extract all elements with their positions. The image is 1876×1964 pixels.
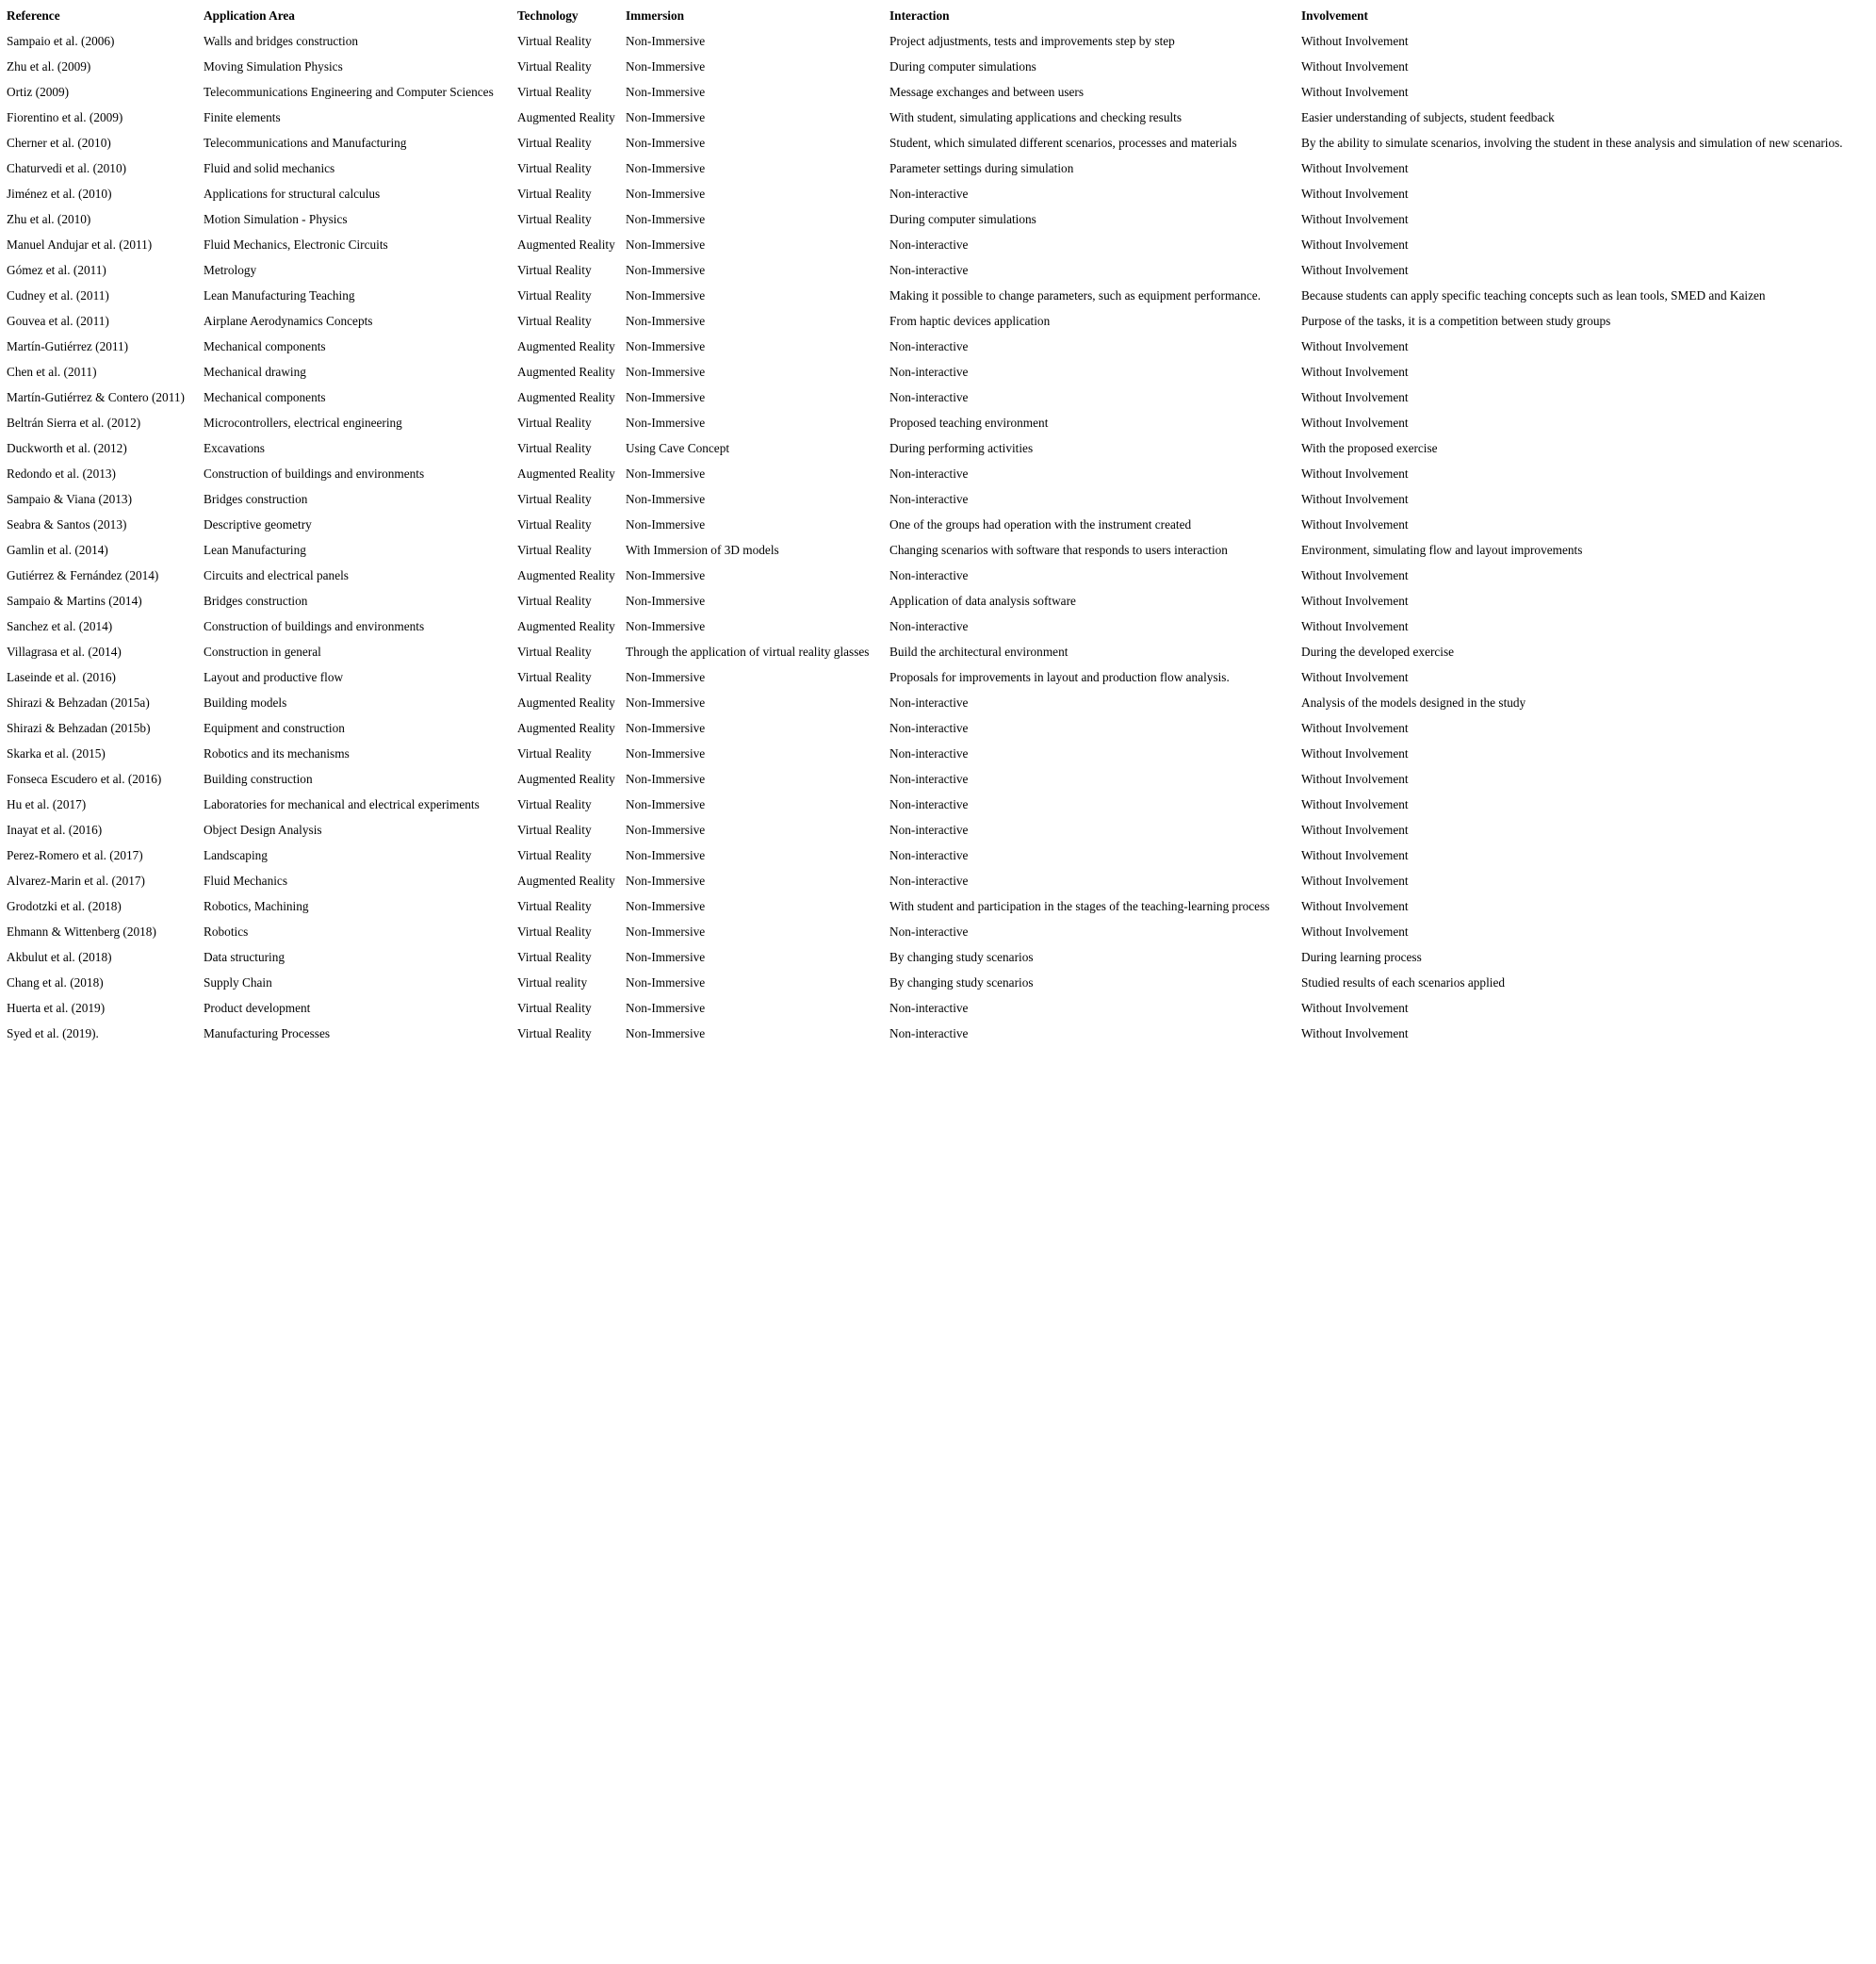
cell-interaction: Build the architectural environment <box>889 645 1069 659</box>
cell-interaction: Non-interactive <box>889 696 969 710</box>
cell-interaction: During computer simulations <box>889 59 1036 74</box>
cell-involvement: Without Involvement <box>1301 848 1409 862</box>
cell-reference: Fonseca Escudero et al. (2016) <box>7 772 162 786</box>
table-row <box>4 564 1873 589</box>
cell-reference: Gutiérrez & Fernández (2014) <box>7 568 159 582</box>
cell-technology: Virtual Reality <box>517 34 592 48</box>
cell-interaction: Proposals for improvements in layout and production flow analysis. <box>889 670 1230 684</box>
cell-interaction: By changing study scenarios <box>889 950 1034 964</box>
cell-application-area: Construction of buildings and environments <box>204 466 425 481</box>
table-row <box>4 436 1873 462</box>
table-row <box>4 538 1873 564</box>
table-row <box>4 640 1873 665</box>
table-row <box>4 869 1873 894</box>
cell-immersion: Non-Immersive <box>626 848 706 862</box>
cell-interaction: By changing study scenarios <box>889 975 1034 990</box>
cell-interaction: Non-interactive <box>889 187 969 201</box>
cell-application-area: Building construction <box>204 772 313 786</box>
cell-involvement: Without Involvement <box>1301 212 1409 226</box>
cell-reference: Ehmann & Wittenberg (2018) <box>7 925 156 939</box>
cell-involvement: Without Involvement <box>1301 899 1409 913</box>
cell-involvement: Analysis of the models designed in the study <box>1301 696 1526 710</box>
cell-involvement: Purpose of the tasks, it is a competition between study groups <box>1301 314 1611 328</box>
cell-reference: Beltrán Sierra et al. (2012) <box>7 416 141 430</box>
cell-interaction: Non-interactive <box>889 772 969 786</box>
cell-technology: Augmented Reality <box>517 568 615 582</box>
cell-application-area: Mechanical drawing <box>204 365 306 379</box>
cell-application-area: Lean Manufacturing Teaching <box>204 288 355 303</box>
cell-reference: Shirazi & Behzadan (2015b) <box>7 721 151 735</box>
table-row <box>4 258 1873 284</box>
table-row <box>4 767 1873 793</box>
cell-interaction: Non-interactive <box>889 339 969 353</box>
cell-reference: Chaturvedi et al. (2010) <box>7 161 127 175</box>
cell-reference: Jiménez et al. (2010) <box>7 187 112 201</box>
cell-immersion: Non-Immersive <box>626 950 706 964</box>
table-body <box>4 29 1873 1047</box>
cell-immersion: Non-Immersive <box>626 975 706 990</box>
cell-interaction: With student and participation in the stages of the teaching-learning process <box>889 899 1270 913</box>
cell-application-area: Building models <box>204 696 287 710</box>
header-application-area: Application Area <box>204 8 295 23</box>
cell-reference: Chen et al. (2011) <box>7 365 97 379</box>
cell-involvement: Without Involvement <box>1301 772 1409 786</box>
cell-immersion: Non-Immersive <box>626 365 706 379</box>
cell-reference: Gamlin et al. (2014) <box>7 543 108 557</box>
cell-reference: Chang et al. (2018) <box>7 975 104 990</box>
cell-technology: Augmented Reality <box>517 390 615 404</box>
header-reference: Reference <box>7 8 60 23</box>
cell-immersion: Non-Immersive <box>626 390 706 404</box>
cell-immersion: Non-Immersive <box>626 670 706 684</box>
table-row <box>4 385 1873 411</box>
cell-involvement: Without Involvement <box>1301 339 1409 353</box>
table-row <box>4 945 1873 971</box>
cell-immersion: Non-Immersive <box>626 34 706 48</box>
cell-reference: Sampaio & Viana (2013) <box>7 492 133 506</box>
cell-technology: Virtual Reality <box>517 263 592 277</box>
cell-interaction: Non-interactive <box>889 365 969 379</box>
table-row <box>4 996 1873 1022</box>
cell-technology: Virtual Reality <box>517 645 592 659</box>
cell-interaction: Making it possible to change parameters, such as equipment performance. <box>889 288 1261 303</box>
cell-immersion: Non-Immersive <box>626 288 706 303</box>
cell-technology: Virtual Reality <box>517 543 592 557</box>
cell-technology: Augmented Reality <box>517 874 615 888</box>
header-involvement: Involvement <box>1301 8 1368 23</box>
table-row <box>4 971 1873 996</box>
cell-application-area: Bridges construction <box>204 594 308 608</box>
cell-interaction: Application of data analysis software <box>889 594 1076 608</box>
cell-technology: Virtual Reality <box>517 288 592 303</box>
cell-involvement: By the ability to simulate scenarios, involving the student in these analysis and simulation of new scenarios. <box>1301 136 1843 150</box>
table-row <box>4 207 1873 233</box>
cell-application-area: Robotics, Machining <box>204 899 309 913</box>
cell-application-area: Metrology <box>204 263 257 277</box>
cell-interaction: Message exchanges and between users <box>889 85 1085 99</box>
cell-immersion: Non-Immersive <box>626 187 706 201</box>
cell-involvement: Without Involvement <box>1301 466 1409 481</box>
cell-involvement: Environment, simulating flow and layout improvements <box>1301 543 1583 557</box>
cell-immersion: Non-Immersive <box>626 568 706 582</box>
table-row <box>4 80 1873 106</box>
cell-reference: Martín-Gutiérrez & Contero (2011) <box>7 390 185 404</box>
table-row <box>4 182 1873 207</box>
cell-involvement: Without Involvement <box>1301 594 1409 608</box>
cell-application-area: Laboratories for mechanical and electrical experiments <box>204 797 480 811</box>
cell-interaction: With student, simulating applications and checking results <box>889 110 1183 124</box>
cell-application-area: Robotics <box>204 925 249 939</box>
cell-interaction: During computer simulations <box>889 212 1036 226</box>
cell-immersion: Non-Immersive <box>626 1026 706 1040</box>
cell-reference: Sampaio et al. (2006) <box>7 34 115 48</box>
cell-reference: Shirazi & Behzadan (2015a) <box>7 696 150 710</box>
cell-reference: Perez-Romero et al. (2017) <box>7 848 143 862</box>
cell-application-area: Microcontrollers, electrical engineering <box>204 416 402 430</box>
cell-immersion: Non-Immersive <box>626 339 706 353</box>
cell-technology: Virtual Reality <box>517 670 592 684</box>
cell-technology: Augmented Reality <box>517 696 615 710</box>
cell-application-area: Airplane Aerodynamics Concepts <box>204 314 373 328</box>
cell-application-area: Motion Simulation - Physics <box>204 212 348 226</box>
cell-interaction: Non-interactive <box>889 746 969 761</box>
cell-interaction: One of the groups had operation with the instrument created <box>889 517 1192 532</box>
cell-technology: Virtual Reality <box>517 85 592 99</box>
table-row <box>4 1022 1873 1047</box>
table-row <box>4 487 1873 513</box>
cell-immersion: Non-Immersive <box>626 899 706 913</box>
cell-interaction: Non-interactive <box>889 466 969 481</box>
cell-interaction: Non-interactive <box>889 874 969 888</box>
cell-technology: Augmented Reality <box>517 466 615 481</box>
cell-application-area: Construction in general <box>204 645 321 659</box>
cell-technology: Augmented Reality <box>517 721 615 735</box>
cell-application-area: Descriptive geometry <box>204 517 312 532</box>
table-row <box>4 818 1873 843</box>
header-immersion: Immersion <box>626 8 685 23</box>
cell-technology: Virtual Reality <box>517 161 592 175</box>
cell-involvement: Without Involvement <box>1301 823 1409 837</box>
cell-technology: Virtual Reality <box>517 848 592 862</box>
cell-immersion: Non-Immersive <box>626 746 706 761</box>
cell-application-area: Lean Manufacturing <box>204 543 306 557</box>
cell-interaction: From haptic devices application <box>889 314 1051 328</box>
cell-involvement: Without Involvement <box>1301 797 1409 811</box>
cell-application-area: Fluid Mechanics, Electronic Circuits <box>204 237 388 252</box>
cell-technology: Augmented Reality <box>517 619 615 633</box>
cell-interaction: Non-interactive <box>889 848 969 862</box>
table-row <box>4 462 1873 487</box>
table-row <box>4 131 1873 156</box>
cell-interaction: Non-interactive <box>889 263 969 277</box>
cell-involvement: Without Involvement <box>1301 746 1409 761</box>
cell-immersion: Non-Immersive <box>626 85 706 99</box>
cell-reference: Cherner et al. (2010) <box>7 136 111 150</box>
cell-involvement: Easier understanding of subjects, student feedback <box>1301 110 1555 124</box>
table-row <box>4 284 1873 309</box>
cell-immersion: Non-Immersive <box>626 517 706 532</box>
cell-application-area: Walls and bridges construction <box>204 34 358 48</box>
cell-immersion: Non-Immersive <box>626 619 706 633</box>
cell-reference: Cudney et al. (2011) <box>7 288 109 303</box>
cell-immersion: Non-Immersive <box>626 136 706 150</box>
cell-immersion: Through the application of virtual reality glasses <box>626 645 870 659</box>
cell-immersion: Non-Immersive <box>626 237 706 252</box>
cell-involvement: Studied results of each scenarios applied <box>1301 975 1506 990</box>
table-row <box>4 106 1873 131</box>
cell-immersion: Non-Immersive <box>626 1001 706 1015</box>
cell-technology: Virtual Reality <box>517 1026 592 1040</box>
cell-involvement: Without Involvement <box>1301 517 1409 532</box>
header-technology: Technology <box>517 8 579 23</box>
cell-technology: Virtual reality <box>517 975 588 990</box>
cell-application-area: Manufacturing Processes <box>204 1026 331 1040</box>
cell-application-area: Mechanical components <box>204 390 326 404</box>
table-row <box>4 233 1873 258</box>
table-row <box>4 614 1873 640</box>
cell-reference: Manuel Andujar et al. (2011) <box>7 237 153 252</box>
cell-involvement: During the developed exercise <box>1301 645 1455 659</box>
cell-application-area: Fluid and solid mechanics <box>204 161 335 175</box>
table-row <box>4 793 1873 818</box>
cell-reference: Grodotzki et al. (2018) <box>7 899 122 913</box>
cell-application-area: Product development <box>204 1001 311 1015</box>
cell-interaction: Parameter settings during simulation <box>889 161 1074 175</box>
table-row <box>4 920 1873 945</box>
cell-involvement: Without Involvement <box>1301 85 1409 99</box>
cell-involvement: Without Involvement <box>1301 619 1409 633</box>
table-row <box>4 716 1873 742</box>
cell-immersion: Non-Immersive <box>626 212 706 226</box>
cell-interaction: Proposed teaching environment <box>889 416 1049 430</box>
cell-technology: Virtual Reality <box>517 212 592 226</box>
cell-technology: Virtual Reality <box>517 746 592 761</box>
cell-immersion: Non-Immersive <box>626 466 706 481</box>
references-table <box>4 4 1873 1047</box>
cell-involvement: Without Involvement <box>1301 161 1409 175</box>
cell-reference: Seabra & Santos (2013) <box>7 517 127 532</box>
cell-interaction: Non-interactive <box>889 237 969 252</box>
cell-application-area: Fluid Mechanics <box>204 874 288 888</box>
cell-immersion: Non-Immersive <box>626 772 706 786</box>
cell-interaction: Non-interactive <box>889 925 969 939</box>
cell-reference: Villagrasa et al. (2014) <box>7 645 122 659</box>
cell-application-area: Telecommunications Engineering and Computer Sciences <box>204 85 494 99</box>
table-row <box>4 513 1873 538</box>
cell-involvement: During learning process <box>1301 950 1422 964</box>
cell-technology: Virtual Reality <box>517 1001 592 1015</box>
cell-immersion: Using Cave Concept <box>626 441 730 455</box>
cell-interaction: Non-interactive <box>889 721 969 735</box>
cell-technology: Virtual Reality <box>517 416 592 430</box>
cell-technology: Virtual Reality <box>517 314 592 328</box>
cell-immersion: Non-Immersive <box>626 925 706 939</box>
cell-technology: Virtual Reality <box>517 136 592 150</box>
cell-reference: Hu et al. (2017) <box>7 797 87 811</box>
table-row <box>4 742 1873 767</box>
cell-application-area: Bridges construction <box>204 492 308 506</box>
cell-reference: Duckworth et al. (2012) <box>7 441 127 455</box>
cell-immersion: Non-Immersive <box>626 110 706 124</box>
cell-reference: Huerta et al. (2019) <box>7 1001 106 1015</box>
cell-application-area: Layout and productive flow <box>204 670 344 684</box>
table-row <box>4 29 1873 55</box>
table-row <box>4 55 1873 80</box>
cell-technology: Virtual Reality <box>517 925 592 939</box>
cell-reference: Zhu et al. (2009) <box>7 59 91 74</box>
cell-immersion: Non-Immersive <box>626 314 706 328</box>
cell-application-area: Equipment and construction <box>204 721 345 735</box>
table-header <box>4 4 1873 29</box>
cell-technology: Virtual Reality <box>517 59 592 74</box>
table-row <box>4 309 1873 335</box>
cell-technology: Virtual Reality <box>517 797 592 811</box>
cell-interaction: During performing activities <box>889 441 1034 455</box>
cell-technology: Virtual Reality <box>517 441 592 455</box>
cell-involvement: Without Involvement <box>1301 568 1409 582</box>
cell-involvement: Without Involvement <box>1301 59 1409 74</box>
cell-immersion: Non-Immersive <box>626 797 706 811</box>
cell-technology: Virtual Reality <box>517 594 592 608</box>
cell-reference: Laseinde et al. (2016) <box>7 670 116 684</box>
cell-involvement: Without Involvement <box>1301 263 1409 277</box>
cell-technology: Augmented Reality <box>517 110 615 124</box>
cell-technology: Virtual Reality <box>517 517 592 532</box>
cell-reference: Syed et al. (2019). <box>7 1026 99 1040</box>
cell-application-area: Data structuring <box>204 950 285 964</box>
cell-interaction: Non-interactive <box>889 823 969 837</box>
cell-application-area: Moving Simulation Physics <box>204 59 343 74</box>
cell-technology: Augmented Reality <box>517 772 615 786</box>
cell-immersion: Non-Immersive <box>626 161 706 175</box>
cell-interaction: Project adjustments, tests and improvements step by step <box>889 34 1175 48</box>
cell-reference: Zhu et al. (2010) <box>7 212 91 226</box>
cell-reference: Inayat et al. (2016) <box>7 823 103 837</box>
cell-immersion: Non-Immersive <box>626 823 706 837</box>
table-row <box>4 691 1873 716</box>
table-row <box>4 360 1873 385</box>
cell-application-area: Mechanical components <box>204 339 326 353</box>
cell-application-area: Excavations <box>204 441 265 455</box>
cell-immersion: Non-Immersive <box>626 59 706 74</box>
cell-technology: Virtual Reality <box>517 492 592 506</box>
cell-involvement: Without Involvement <box>1301 34 1409 48</box>
table-row <box>4 589 1873 614</box>
cell-technology: Augmented Reality <box>517 365 615 379</box>
cell-immersion: With Immersion of 3D models <box>626 543 779 557</box>
cell-technology: Augmented Reality <box>517 237 615 252</box>
cell-application-area: Finite elements <box>204 110 281 124</box>
cell-reference: Akbulut et al. (2018) <box>7 950 112 964</box>
cell-involvement: Without Involvement <box>1301 187 1409 201</box>
cell-application-area: Circuits and electrical panels <box>204 568 349 582</box>
cell-involvement: Without Involvement <box>1301 390 1409 404</box>
cell-immersion: Non-Immersive <box>626 594 706 608</box>
cell-involvement: Without Involvement <box>1301 237 1409 252</box>
cell-involvement: Without Involvement <box>1301 925 1409 939</box>
cell-technology: Virtual Reality <box>517 899 592 913</box>
cell-technology: Virtual Reality <box>517 187 592 201</box>
cell-application-area: Construction of buildings and environments <box>204 619 425 633</box>
cell-immersion: Non-Immersive <box>626 721 706 735</box>
cell-interaction: Non-interactive <box>889 619 969 633</box>
cell-reference: Sanchez et al. (2014) <box>7 619 113 633</box>
table-row <box>4 411 1873 436</box>
table-row <box>4 894 1873 920</box>
cell-interaction: Non-interactive <box>889 1001 969 1015</box>
cell-involvement: Without Involvement <box>1301 1001 1409 1015</box>
header-row <box>4 4 1873 29</box>
cell-application-area: Applications for structural calculus <box>204 187 381 201</box>
cell-involvement: Without Involvement <box>1301 1026 1409 1040</box>
cell-interaction: Non-interactive <box>889 568 969 582</box>
table-row <box>4 335 1873 360</box>
cell-immersion: Non-Immersive <box>626 696 706 710</box>
cell-application-area: Telecommunications and Manufacturing <box>204 136 407 150</box>
cell-immersion: Non-Immersive <box>626 263 706 277</box>
table-row <box>4 843 1873 869</box>
cell-involvement: Without Involvement <box>1301 492 1409 506</box>
cell-involvement: Without Involvement <box>1301 670 1409 684</box>
cell-involvement: Without Involvement <box>1301 874 1409 888</box>
cell-immersion: Non-Immersive <box>626 492 706 506</box>
header-interaction: Interaction <box>889 8 950 23</box>
cell-application-area: Supply Chain <box>204 975 272 990</box>
cell-involvement: Without Involvement <box>1301 416 1409 430</box>
cell-application-area: Robotics and its mechanisms <box>204 746 350 761</box>
table-row <box>4 156 1873 182</box>
cell-application-area: Object Design Analysis <box>204 823 322 837</box>
cell-reference: Ortiz (2009) <box>7 85 70 99</box>
cell-interaction: Student, which simulated different scenarios, processes and materials <box>889 136 1237 150</box>
cell-reference: Gómez et al. (2011) <box>7 263 106 277</box>
cell-interaction: Changing scenarios with software that responds to users interaction <box>889 543 1228 557</box>
cell-immersion: Non-Immersive <box>626 874 706 888</box>
cell-technology: Augmented Reality <box>517 339 615 353</box>
cell-reference: Gouvea et al. (2011) <box>7 314 109 328</box>
cell-involvement: Without Involvement <box>1301 365 1409 379</box>
cell-involvement: Without Involvement <box>1301 721 1409 735</box>
cell-technology: Virtual Reality <box>517 823 592 837</box>
cell-technology: Virtual Reality <box>517 950 592 964</box>
cell-reference: Fiorentino et al. (2009) <box>7 110 123 124</box>
cell-reference: Sampaio & Martins (2014) <box>7 594 142 608</box>
cell-reference: Martín-Gutiérrez (2011) <box>7 339 129 353</box>
cell-interaction: Non-interactive <box>889 390 969 404</box>
cell-interaction: Non-interactive <box>889 1026 969 1040</box>
cell-involvement: With the proposed exercise <box>1301 441 1438 455</box>
cell-reference: Alvarez-Marin et al. (2017) <box>7 874 145 888</box>
cell-immersion: Non-Immersive <box>626 416 706 430</box>
cell-reference: Skarka et al. (2015) <box>7 746 106 761</box>
cell-involvement: Because students can apply specific teaching concepts such as lean tools, SMED and Kaizen <box>1301 288 1766 303</box>
cell-reference: Redondo et al. (2013) <box>7 466 116 481</box>
table-row <box>4 665 1873 691</box>
cell-application-area: Landscaping <box>204 848 268 862</box>
cell-interaction: Non-interactive <box>889 797 969 811</box>
cell-interaction: Non-interactive <box>889 492 969 506</box>
